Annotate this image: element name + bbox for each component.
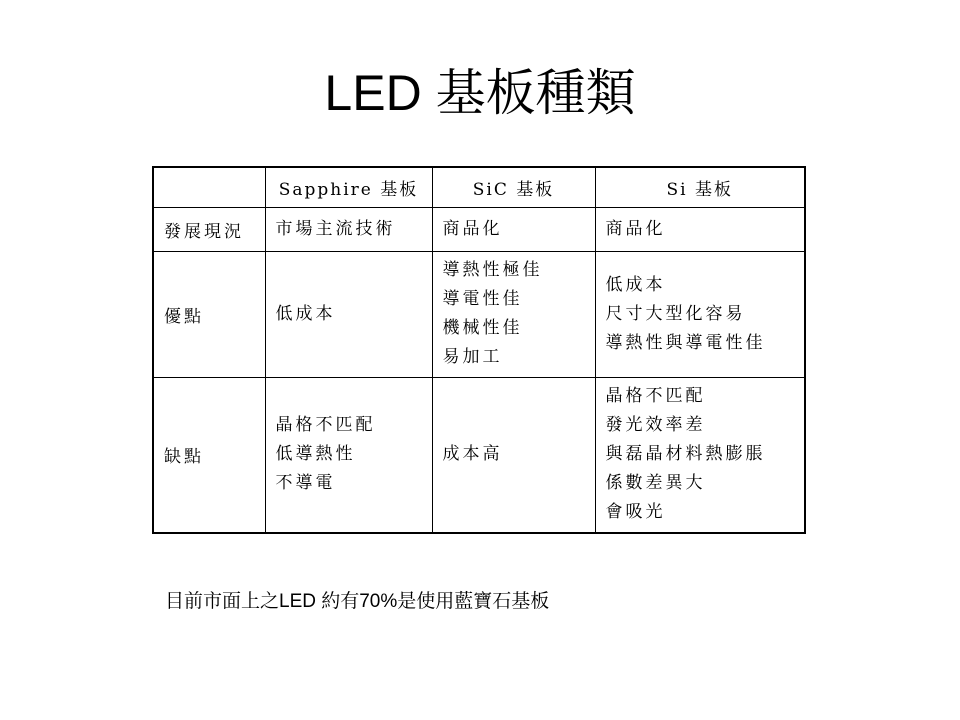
cell-line: 導電性佳 <box>442 289 523 309</box>
row-label-status: 發展現況 <box>153 207 265 251</box>
table-row-status <box>153 207 805 251</box>
cell-line: 市場主流技術 <box>275 218 396 239</box>
cell-line: 機械性佳 <box>442 318 523 338</box>
cell-line: 易加工 <box>442 347 503 367</box>
cell-line: 低導熱性 <box>275 444 356 465</box>
cell-cons-si <box>595 377 805 533</box>
cell-pros-sic <box>432 251 595 377</box>
cell-cons-sapphire <box>265 377 432 533</box>
cell-line: 導熱性極佳 <box>442 260 543 280</box>
cell-line: 商品化 <box>605 218 666 239</box>
cell-line: 導熱性與導電性佳 <box>605 332 766 353</box>
cell-line: 尺寸大型化容易 <box>605 303 746 324</box>
cell-status-sapphire <box>265 207 432 251</box>
cell-line: 與磊晶材料熱膨脹 <box>605 444 766 465</box>
header-empty-cell <box>153 167 265 207</box>
header-sic: SiC 基板 <box>432 167 595 207</box>
slide-title: LED 基板種類 <box>324 65 636 121</box>
cell-line: 會吸光 <box>605 502 666 523</box>
cell-line: 不導電 <box>275 473 336 494</box>
table-row-cons <box>153 377 805 533</box>
table-row-pros <box>153 251 805 377</box>
header-sapphire: Sapphire 基板 <box>265 167 432 207</box>
cell-line: 晶格不匹配 <box>605 386 706 407</box>
cell-line: 係數差異大 <box>605 473 706 494</box>
row-label-cons: 缺點 <box>153 377 265 533</box>
table-header-row <box>153 167 805 207</box>
cell-line: 低成本 <box>605 274 666 295</box>
cell-line: 發光效率差 <box>605 415 706 436</box>
cell-line: 晶格不匹配 <box>275 415 376 436</box>
cell-status-si <box>595 207 805 251</box>
row-label-pros: 優點 <box>153 251 265 377</box>
cell-line: 成本高 <box>442 444 503 465</box>
cell-pros-si <box>595 251 805 377</box>
cell-pros-sapphire <box>265 251 432 377</box>
cell-line: 商品化 <box>442 218 503 239</box>
cell-status-sic <box>432 207 595 251</box>
footnote-text: 目前市面上之LED 約有70%是使用藍寶石基板 <box>165 591 550 612</box>
cell-line: 低成本 <box>275 303 336 324</box>
substrate-comparison-table <box>152 166 806 534</box>
header-si: Si 基板 <box>595 167 805 207</box>
cell-cons-sic <box>432 377 595 533</box>
